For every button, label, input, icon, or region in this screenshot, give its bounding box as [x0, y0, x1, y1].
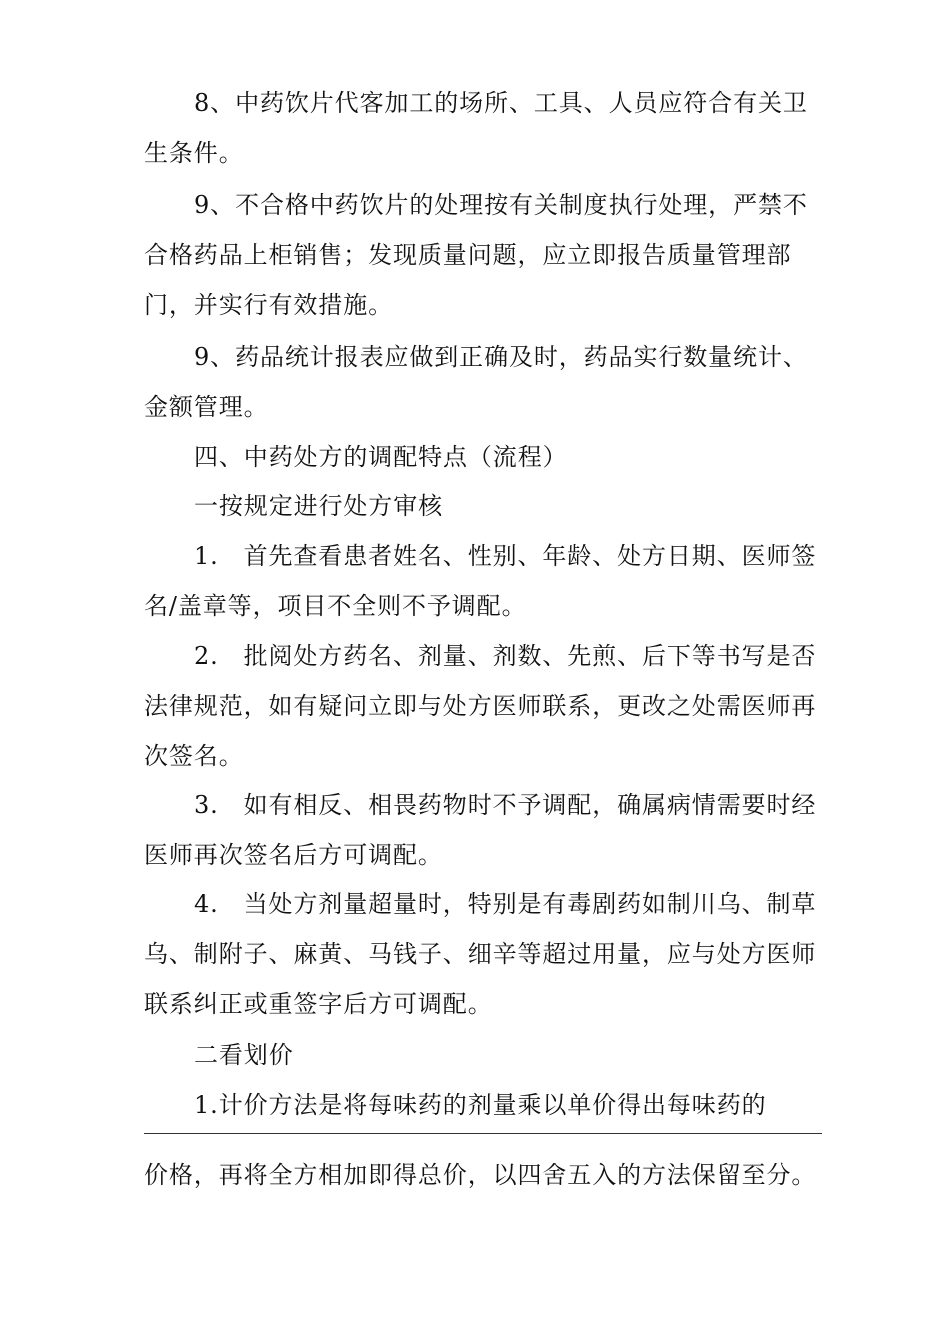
paragraph-9-statistics: 9、药品统计报表应做到正确及时，药品实行数量统计、金额管理。: [144, 343, 808, 421]
subheading-pricing: 二看划价: [194, 1041, 294, 1069]
list-item-4: 4. 当处方剂量超量时，特别是有毒剧药如制川乌、制草乌、制附子、麻黄、马钱子、细辛等超过用量，应与处方医师联系纠正或重签字后方可调配。: [144, 890, 817, 1018]
subheading-review: 一按规定进行处方审核: [194, 492, 443, 520]
page-break-divider: [144, 1133, 822, 1134]
paragraph-9-unqualified: 9、不合格中药饮片的处理按有关制度执行处理，严禁不合格药品上柜销售；发现质量问题，应立即报告质量管理部门，并实行有效措施。: [144, 191, 808, 319]
list-item-3: 3. 如有相反、相畏药物时不予调配，确属病情需要时经医师再次签名后方可调配。: [144, 791, 817, 869]
pricing-item-1: 1.计价方法是将每味药的剂量乘以单价得出每味药的: [194, 1091, 767, 1119]
section-heading-4: 四、中药处方的调配特点（流程）: [194, 443, 568, 471]
list-item-1: 1. 首先查看患者姓名、性别、年龄、处方日期、医师签名/盖章等，项目不全则不予调配。: [144, 542, 817, 620]
continuation-text: 价格，再将全方相加即得总价，以四舍五入的方法保留至分。: [144, 1161, 817, 1189]
list-item-2: 2. 批阅处方药名、剂量、剂数、先煎、后下等书写是否法律规范，如有疑问立即与处方医师联系，更改之处需医师再次签名。: [144, 642, 817, 770]
paragraph-8-processing: 8、中药饮片代客加工的场所、工具、人员应符合有关卫生条件。: [144, 89, 808, 167]
